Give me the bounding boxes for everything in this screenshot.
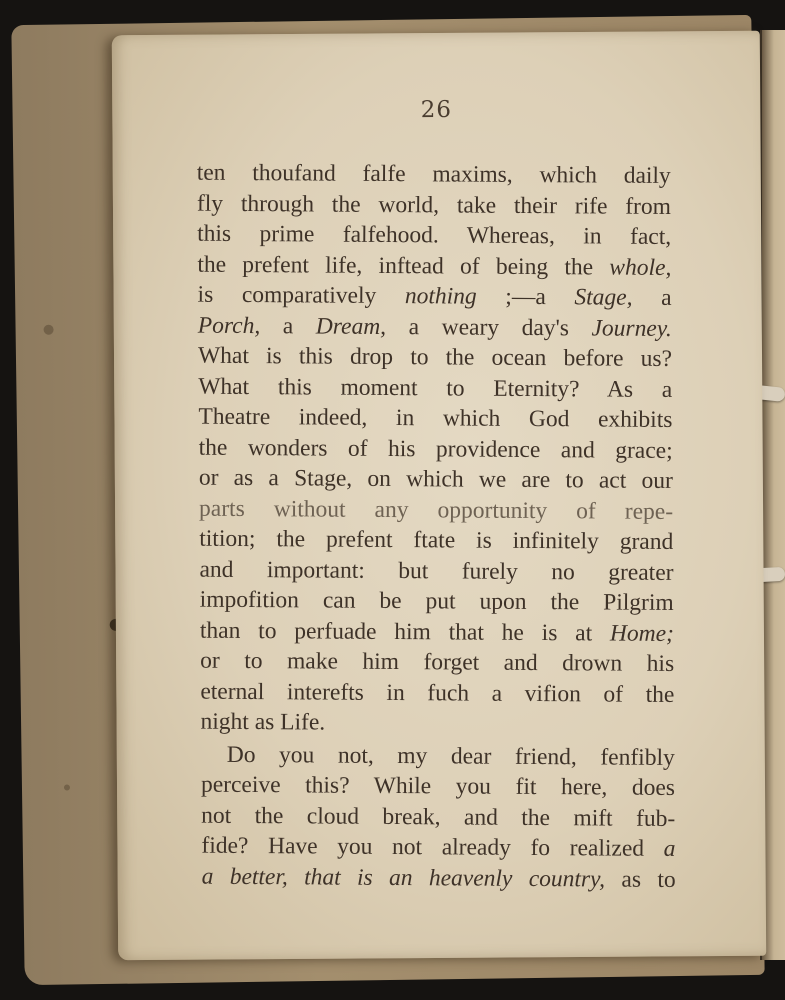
- italic-span: whole,: [609, 254, 672, 281]
- text-span: fide? Have you not already fo realized: [201, 832, 664, 862]
- text-line: [199, 432, 673, 466]
- text-span: a: [632, 284, 672, 311]
- text-line: [198, 341, 672, 375]
- text-span: than to perfuade him that he is at: [199, 617, 611, 647]
- page-text: [197, 154, 676, 891]
- text-span: Theatre indeed, in which God exhibits: [198, 403, 673, 433]
- italic-span: Home;: [609, 620, 675, 647]
- text-line: [200, 646, 674, 680]
- text-line: [197, 188, 671, 222]
- italic-span: a: [663, 835, 676, 862]
- page-number: 26: [420, 96, 453, 124]
- text-span: Do you not, my dear friend, fenfibly: [226, 741, 675, 771]
- book-page: [112, 31, 766, 961]
- text-span: impofition can be put upon the Pilgrim: [199, 586, 674, 616]
- stain: [64, 784, 70, 790]
- text-span: eternal interefts in fuch a vifion of the: [200, 678, 675, 708]
- text-line: [199, 524, 673, 558]
- text-line: [198, 310, 672, 344]
- text-line: [200, 676, 674, 710]
- text-span: a: [260, 312, 316, 340]
- italic-span: Stage,: [574, 284, 633, 311]
- text-line: [199, 554, 673, 588]
- text-span: ;—a: [476, 283, 575, 311]
- italic-span: Journey.: [591, 314, 672, 342]
- text-line: [201, 739, 675, 773]
- text-span: is comparatively: [197, 281, 406, 310]
- text-line: [201, 800, 675, 834]
- text-line: [199, 463, 673, 497]
- text-span: What is this drop to the ocean before us?: [197, 342, 673, 372]
- text-span: perceive this? While you fit here, does: [200, 771, 676, 801]
- text-line: [200, 585, 674, 619]
- text-line: [197, 249, 671, 283]
- text-span: tition; the prefent ftate is infinitely grand: [199, 525, 674, 555]
- text-line: [197, 280, 671, 314]
- italic-span: Porch,: [197, 312, 261, 339]
- italic-span: Dream,: [315, 313, 387, 340]
- text-line: [199, 493, 673, 527]
- text-line: [197, 158, 671, 192]
- text-span: What this moment to Eternity? As a: [198, 373, 673, 403]
- text-span: this prime falfehood. Whereas, in fact,: [197, 220, 672, 250]
- italic-span: nothing: [404, 283, 477, 310]
- text-span: or as a Stage, on which we are to act our: [198, 464, 673, 494]
- text-span: not the cloud break, and the mift fub-: [201, 802, 676, 832]
- italic-span: a better, that is an heavenly country,: [201, 863, 606, 892]
- text-line: [200, 707, 674, 741]
- text-span: as to: [605, 865, 676, 893]
- text-span: a weary day's: [386, 313, 592, 341]
- text-line: [201, 831, 675, 865]
- text-line: [198, 402, 672, 436]
- text-span: and important: but furely no greater: [199, 556, 674, 586]
- text-span: the prefent life, inftead of being the: [197, 251, 610, 281]
- text-line: [200, 615, 674, 649]
- text-span: parts without any opportunity of repe-: [198, 495, 674, 525]
- text-line: [198, 371, 672, 405]
- text-span: ten thoufand falfe maxims, which daily: [196, 159, 671, 189]
- text-line: [202, 861, 676, 895]
- text-line: [201, 770, 675, 804]
- text-span: or to make him forget and drown his: [200, 647, 675, 677]
- text-span: the wonders of his providence and grace;: [198, 434, 673, 464]
- text-span: night as Life.: [200, 708, 326, 736]
- text-line: [197, 219, 671, 253]
- text-span: fly through the world, take their rife from: [196, 190, 672, 220]
- stain: [44, 325, 54, 335]
